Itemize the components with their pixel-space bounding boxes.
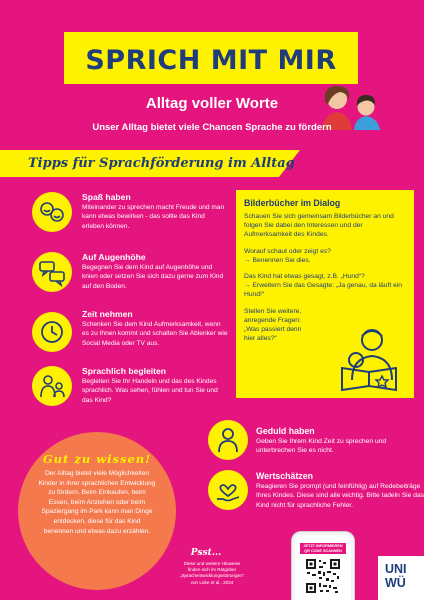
parent-child-icon xyxy=(32,366,72,406)
subtitle: Alltag voller Worte xyxy=(145,95,279,112)
tip-text: Geben Sie Ihrem Kind Zeit zu sprechen und unterbrechen Sie es nicht. xyxy=(256,438,387,455)
page-title: SPRICH MIT MIR xyxy=(85,44,337,76)
tip-text: Miteinander zu sprechen macht Freude und man kann etwas bewirken - das sollte das Kind erleben können. xyxy=(82,204,225,230)
good-to-know-text: Der Alltag bietet viele Möglichkeiten Kinder in ihrer sprachlichen Entwicklung zu fördern. Beim Einkaufen, beim Essen, beim Anziehen oder beim Spaziergang im Park kann man Dinge entdecken, diese für das Kind benennen und etwas dazu erzählen. xyxy=(38,470,156,535)
tip-title: Zeit nehmen xyxy=(82,309,133,319)
tip-text: Begegnen Sie dem Kind auf Augenhöhe und knien oder setzen Sie sich dazu gerne zum Kind auf den Boden. xyxy=(82,264,224,290)
reading-together-icon xyxy=(332,324,406,392)
books-paragraph: Stellen Sie weitere, anregende Fragen: „Was passiert denn hier alles?“ xyxy=(244,307,302,343)
psst-title: Psst... xyxy=(190,548,222,558)
qr-code[interactable] xyxy=(305,558,341,594)
faces-icon xyxy=(32,192,72,232)
person-icon xyxy=(208,420,248,460)
books-paragraph: Das Kind hat etwas gesagt, z.B. „Hund“? → Erweitern Sie das Gesagte: „Ja genau, da läuft ein Hund!“ xyxy=(244,273,402,299)
qr-banner: JETZT INFORMIEREN QR CODE SCANNEN xyxy=(300,543,346,554)
tip-text: Schenken Sie dem Kind Aufmerksamkeit, wenn es zu Ihnen kommt und schalten Sie Ablenker wie Social Media oder TV aus. xyxy=(82,321,228,347)
speech-bubbles-icon xyxy=(32,252,72,292)
books-title: Bilderbücher im Dialog xyxy=(244,198,341,208)
psst-note: Diese und weitere Hinweise finden sich im Ratgeber „Sprachentwicklungsstörungen“ von Lüke et al., 2024 xyxy=(179,561,245,585)
books-paragraph: Schauen Sie sich gemeinsam Bilderbücher an und folgen Sie dabei den Interessen und der Aufmerksamkeit des Kindes. xyxy=(244,213,394,239)
university-logo: UNI WÜ xyxy=(378,556,424,600)
clock-icon xyxy=(32,312,72,352)
intro-text: Unser Alltag bietet viele Chancen Sprache zu fördern xyxy=(92,122,332,133)
good-to-know-title: Gut zu wissen! xyxy=(42,452,152,466)
tip-title: Spaß haben xyxy=(82,192,131,202)
picture-books-box xyxy=(236,190,414,398)
tip-title: Geduld haben xyxy=(256,426,315,436)
tips-heading: Tipps für Sprachförderung im Alltag xyxy=(28,156,295,171)
tip-title: Sprachlich begleiten xyxy=(82,366,167,376)
tip-title: Wertschätzen xyxy=(256,471,314,481)
books-paragraph: Worauf schaut oder zeigt es? → Benennen Sie dies. xyxy=(244,247,331,264)
tip-text: Begleiten Sie Ihr Handeln und das des Kindes sprachlich. Was sehen, fühlen und tun Sie und das Kind? xyxy=(82,378,218,404)
title-box xyxy=(64,32,358,84)
tip-text: Reagieren Sie prompt (und feinfühlig) auf Redebeiträge Ihres Kindes. Diese sind alle wichtig. Bitte tadeln Sie das Kind nicht für sprachliche Fehler. xyxy=(256,483,424,509)
heart-hand-icon xyxy=(208,470,248,510)
tip-title: Auf Augenhöhe xyxy=(82,252,146,262)
